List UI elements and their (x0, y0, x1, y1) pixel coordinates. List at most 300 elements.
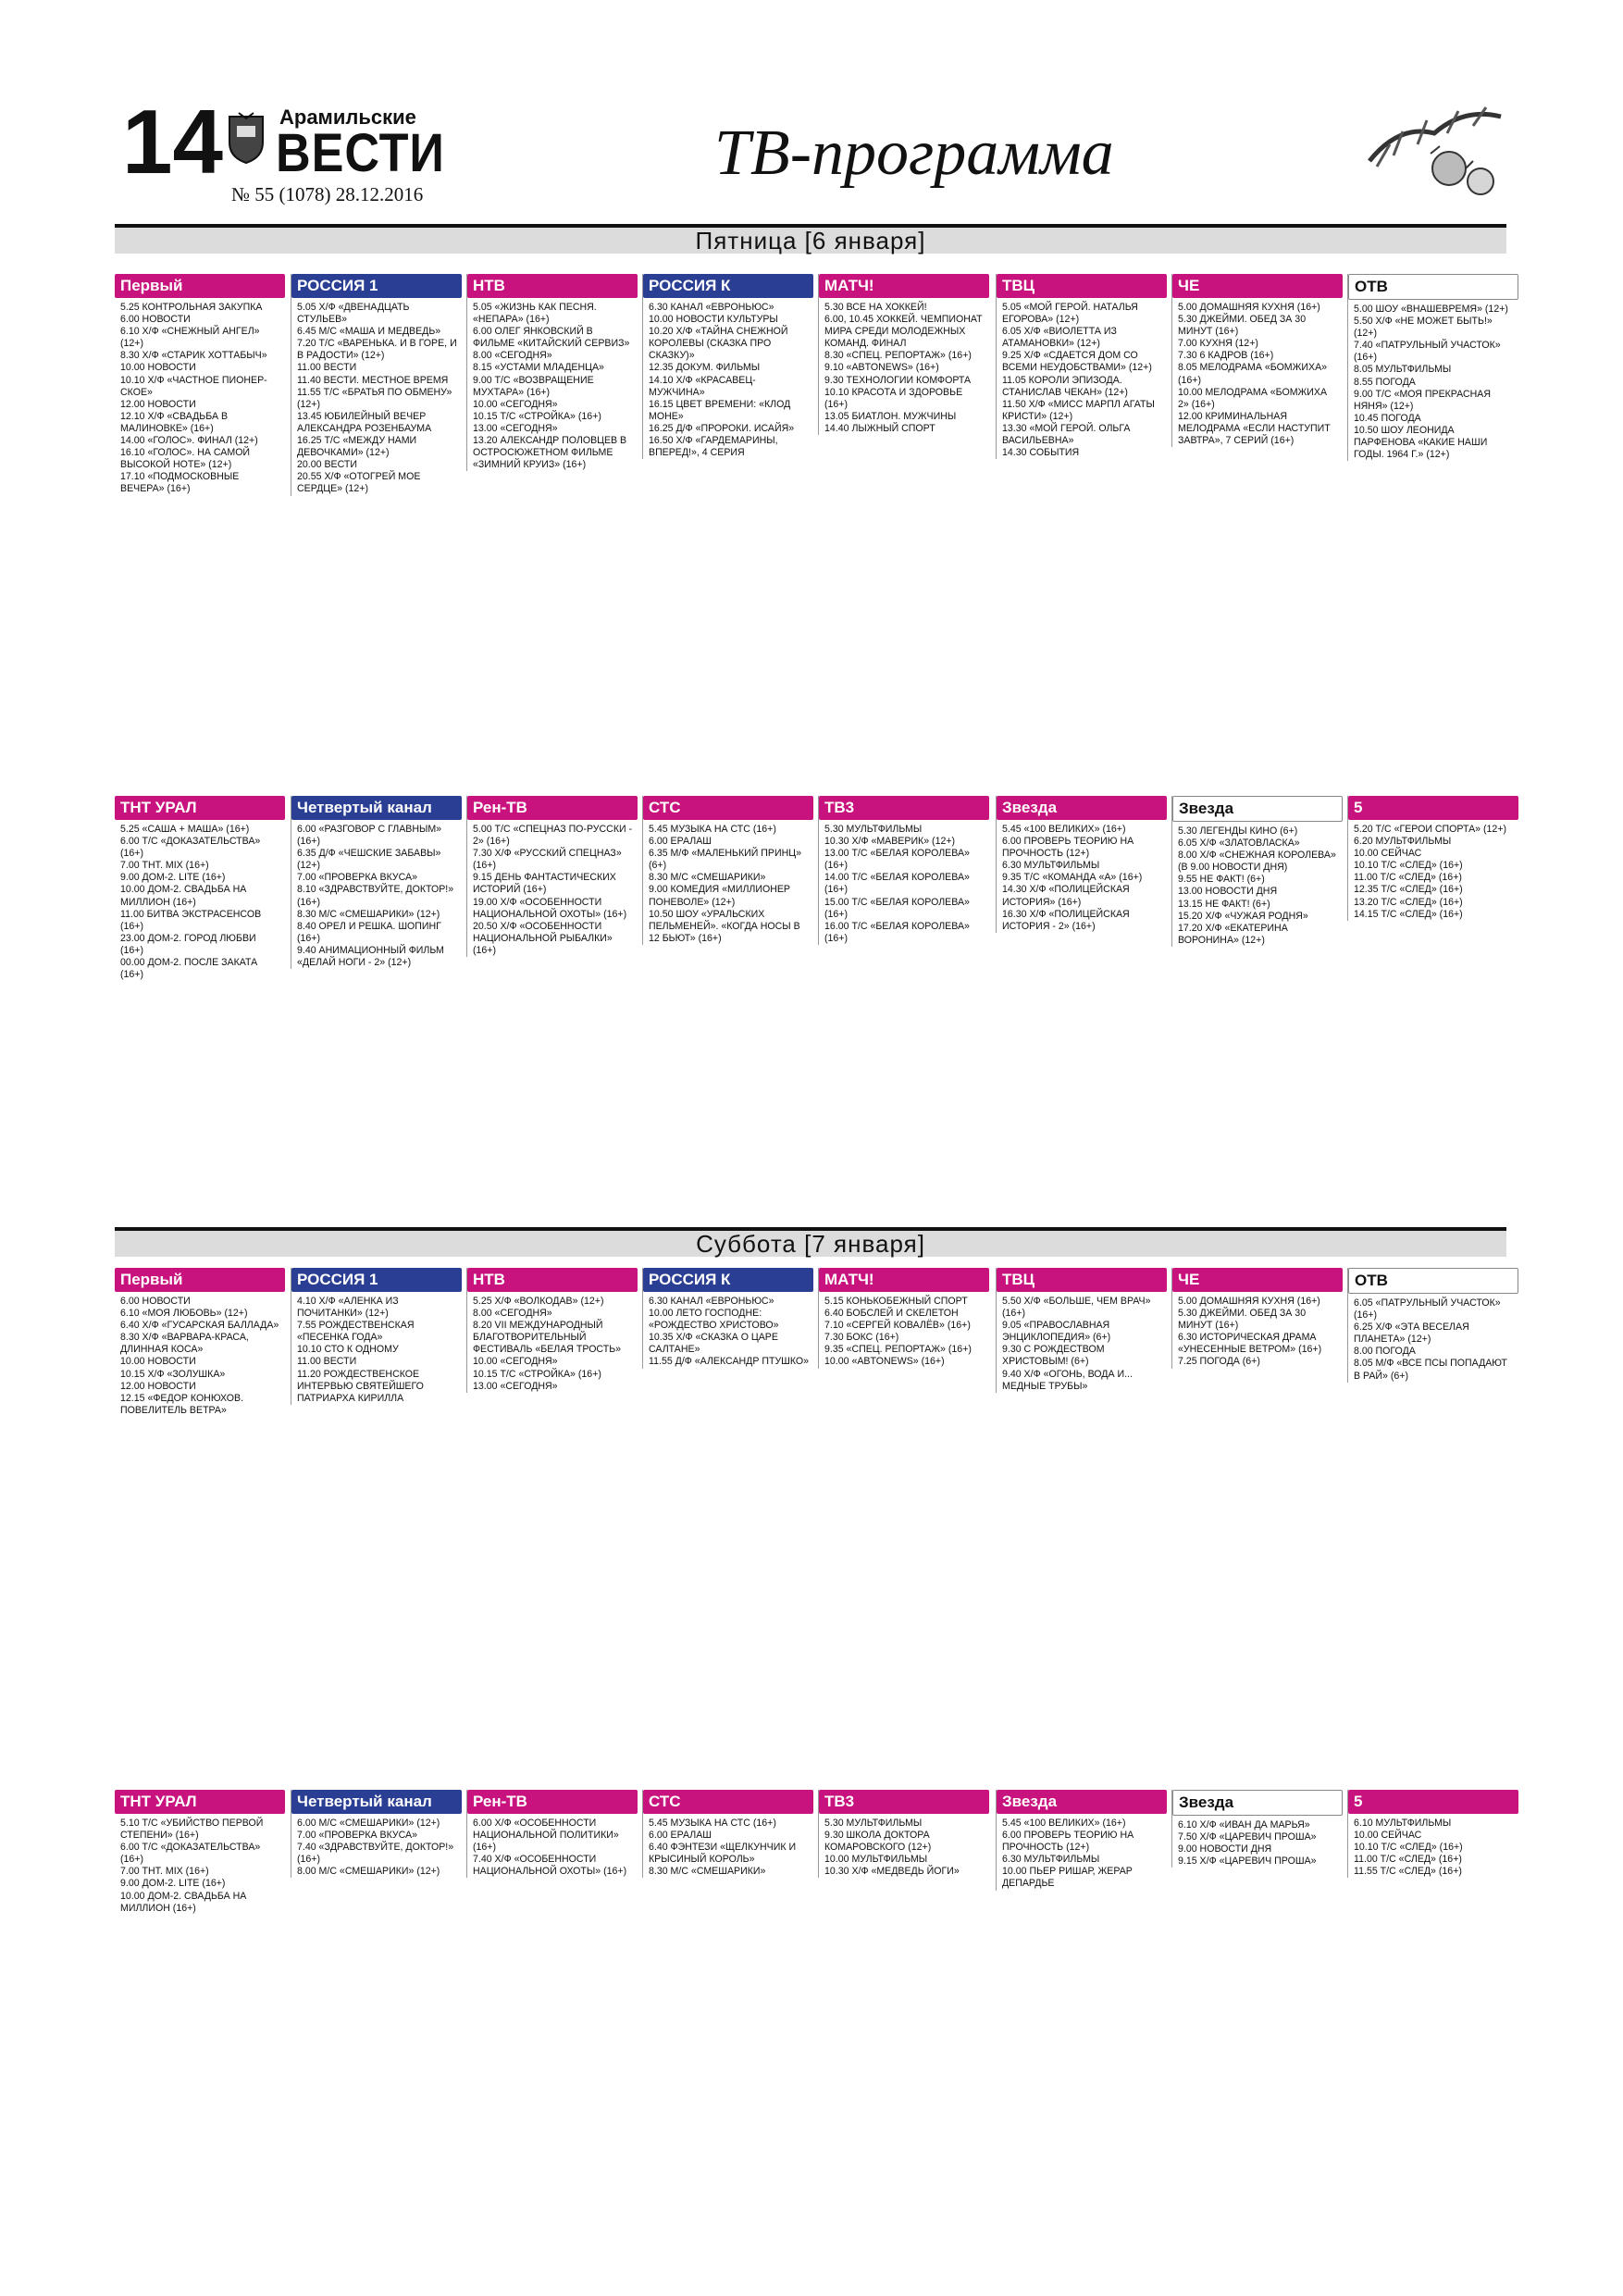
friday-block-1 (115, 274, 1506, 792)
channel-logo: СТС (643, 1790, 813, 1814)
program-item: 7.30 Х/Ф «РУССКИЙ СПЕЦНАЗ» (16+) (473, 848, 622, 872)
channel-logo: Первый (115, 274, 285, 298)
program-item: 12.00 НОВОСТИ (120, 1380, 196, 1392)
program-item: 8.30 М/С «СМЕШАРИКИ» (12+) (297, 908, 440, 920)
program-item: 5.05 «ЖИЗНЬ КАК ПЕСНЯ. «НЕПАРА» (16+) (473, 302, 597, 326)
program-item: 6.00 «РАЗГОВОР С ГЛАВНЫМ» (16+) (297, 824, 442, 848)
program-item: 6.20 МУЛЬТФИЛЬМЫ (1354, 836, 1452, 848)
channel-column (642, 1790, 813, 1878)
program-item: 6.10 Х/Ф «ИВАН ДА МАРЬЯ» (1178, 1819, 1310, 1831)
program-item: 8.30 «СПЕЦ. РЕПОРТАЖ» (16+) (824, 350, 972, 362)
program-item: 6.05 «ПАТРУЛЬНЫЙ УЧАСТОК» (16+) (1354, 1297, 1501, 1322)
program-item: 17.20 Х/Ф «ЕКАТЕРИНА ВОРОНИНА» (12+) (1178, 922, 1288, 946)
program-item: 5.05 «МОЙ ГЕРОЙ. НАТАЛЬЯ ЕГОРОВА» (12+) (1002, 302, 1138, 326)
program-item: 8.15 «УСТАМИ МЛАДЕНЦА» (473, 362, 604, 374)
program-item: 9.55 НЕ ФАКТ! (6+) (1178, 874, 1265, 886)
program-item: 13.15 НЕ ФАКТ! (6+) (1178, 898, 1270, 910)
program-list (1348, 1818, 1518, 1878)
program-item: 12.00 КРИМИНАЛЬНАЯ МЕЛОДРАМА «ЕСЛИ НАСТУПИТ ЗАВТРА», 7 СЕРИЙ (16+) (1178, 410, 1331, 447)
channel-logo: Четвертый канал (291, 1790, 462, 1814)
program-list (997, 1818, 1167, 1891)
program-item: 17.10 «ПОДМОСКОВНЫЕ ВЕЧЕРА» (16+) (120, 471, 240, 495)
program-item: 9.30 ТЕХНОЛОГИИ КОМФОРТА (824, 374, 972, 386)
program-item: 6.40 Х/Ф «ГУСАРСКАЯ БАЛЛАДА» (120, 1320, 279, 1332)
program-item: 8.05 МУЛЬТФИЛЬМЫ (1354, 364, 1452, 376)
program-item: 6.30 ИСТОРИЧЕСКАЯ ДРАМА «УНЕСЕННЫЕ ВЕТРОМ» (16+) (1178, 1332, 1322, 1356)
program-item: 9.40 Х/Ф «ОГОНЬ, ВОДА И... МЕДНЫЕ ТРУБЫ» (1002, 1368, 1133, 1392)
program-item: 9.00 КОМЕДИЯ «МИЛЛИОНЕР ПОНЕВОЛЕ» (12+) (649, 884, 790, 908)
program-item: 13.45 ЮБИЛЕЙНЫЙ ВЕЧЕР АЛЕКСАНДРА РОЗЕНБАУМА (297, 410, 432, 434)
program-list (643, 302, 813, 459)
page-number: 14 (122, 91, 224, 192)
program-item: 7.00 «ПРОВЕРКА ВКУСА» (297, 872, 417, 884)
program-item: 6.35 Д/Ф «ЧЕШСКИЕ ЗАБАВЫ» (12+) (297, 848, 441, 872)
channel-column (1171, 1268, 1343, 1369)
program-item: 8.30 Х/Ф «ВАРВАРА-КРАСА, ДЛИННАЯ КОСА» (120, 1332, 249, 1356)
program-item: 10.15 Т/С «СТРОЙКА» (16+) (473, 410, 601, 422)
channel-logo: Четвертый канал (291, 796, 462, 820)
program-list (1172, 1819, 1343, 1868)
program-list (467, 302, 638, 471)
program-item: 10.00 ЛЕТО ГОСПОДНЕ: «РОЖДЕСТВО ХРИСТОВО» (649, 1308, 779, 1332)
program-item: 14.00 «ГОЛОС». ФИНАЛ (12+) (120, 435, 258, 447)
program-item: 7.10 «СЕРГЕЙ КОВАЛЁВ» (16+) (824, 1320, 971, 1332)
program-item: 7.25 ПОГОДА (6+) (1178, 1356, 1260, 1368)
day-bar-friday (115, 224, 1506, 254)
channel-logo: СТС (643, 796, 813, 820)
program-item: 8.05 М/Ф «ВСЕ ПСЫ ПОПАДАЮТ В РАЙ» (6+) (1354, 1358, 1507, 1382)
program-item: 16.25 Д/Ф «ПРОРОКИ. ИСАЙЯ» (649, 422, 795, 434)
program-item: 5.30 ЛЕГЕНДЫ КИНО (6+) (1178, 825, 1298, 837)
channel-logo: ЧЕ (1172, 1268, 1343, 1292)
program-list (467, 1818, 638, 1878)
program-item: 7.00 КУХНЯ (12+) (1178, 338, 1258, 350)
program-item: 6.10 Х/Ф «СНЕЖНЫЙ АНГЕЛ» (12+) (120, 326, 260, 350)
program-item: 11.00 ВЕСТИ (297, 362, 357, 374)
program-list (997, 302, 1167, 459)
channel-logo: ЧЕ (1172, 274, 1343, 298)
channel-logo: МАТЧ! (819, 1268, 989, 1292)
program-list (643, 1296, 813, 1369)
channel-column (818, 274, 989, 435)
program-item: 9.00 Т/С «ВОЗВРАЩЕНИЕ МУХТАРА» (16+) (473, 374, 594, 398)
channel-logo: ТВЦ (997, 1268, 1167, 1292)
coat-of-arms-icon (226, 111, 266, 165)
program-item: 5.25 КОНТРОЛЬНАЯ ЗАКУПКА (120, 302, 263, 313)
channel-column (291, 1790, 462, 1878)
channel-column (1171, 796, 1343, 947)
program-item: 8.40 ОРЕЛ И РЕШКА. ШОПИНГ (16+) (297, 920, 441, 944)
program-item: 10.00 «СЕГОДНЯ» (473, 1356, 558, 1368)
program-item: 6.00 ОЛЕГ ЯНКОВСКИЙ В ФИЛЬМЕ «КИТАЙСКИЙ СЕРВИЗ» (473, 326, 630, 350)
christmas-decoration-icon (1362, 96, 1506, 204)
channel-logo: ТНТ УРАЛ (115, 796, 285, 820)
channel-column (1171, 1790, 1343, 1868)
program-item: 6.00 Х/Ф «ОСОБЕННОСТИ НАЦИОНАЛЬНОЙ ПОЛИТИКИ» (16+) (473, 1818, 619, 1854)
program-item: 20.50 Х/Ф «ОСОБЕННОСТИ НАЦИОНАЛЬНОЙ РЫБАЛКИ» (16+) (473, 920, 613, 956)
program-item: 6.00 М/С «СМЕШАРИКИ» (12+) (297, 1818, 440, 1829)
newspaper-logo (226, 105, 457, 183)
program-list (115, 824, 285, 981)
program-item: 5.45 МУЗЫКА НА СТС (16+) (649, 1818, 776, 1829)
program-item: 10.00 ПЬЕР РИШАР, ЖЕРАР ДЕПАРДЬЕ (1002, 1866, 1133, 1890)
program-item: 10.20 Х/Ф «ТАЙНА СНЕЖНОЙ КОРОЛЕВЫ (СКАЗКА ПРО СКАЗКУ)» (649, 326, 788, 362)
program-item: 11.20 РОЖДЕСТВЕНСКОЕ ИНТЕРВЬЮ СВЯТЕЙШЕГО ПАТРИАРХА КИРИЛЛА (297, 1368, 424, 1404)
program-item: 9.35 «СПЕЦ. РЕПОРТАЖ» (16+) (824, 1344, 972, 1356)
day-title: Пятница [6 января] (695, 227, 926, 254)
program-item: 7.40 «ЗДРАВСТВУЙТЕ, ДОКТОР!» (16+) (297, 1842, 454, 1866)
program-item: 12.10 Х/Ф «СВАДЬБА В МАЛИНОВКЕ» (16+) (120, 410, 229, 434)
program-item: 6.00 ПРОВЕРЬ ТЕОРИЮ НА ПРОЧНОСТЬ (12+) (1002, 1830, 1134, 1854)
channel-column (996, 274, 1167, 459)
program-item: 14.10 Х/Ф «КРАСАВЕЦ-МУЖЧИНА» (649, 374, 756, 398)
program-item: 8.30 М/С «СМЕШАРИКИ» (649, 1866, 766, 1878)
program-item: 13.00 «СЕГОДНЯ» (473, 422, 558, 434)
channel-logo: ОТВ (1348, 274, 1518, 300)
program-list (115, 1818, 285, 1915)
program-item: 5.05 Х/Ф «ДВЕНАДЦАТЬ СТУЛЬЕВ» (297, 302, 410, 326)
program-item: 9.00 ДОМ-2. LITE (16+) (120, 1878, 226, 1890)
channel-column (996, 1268, 1167, 1393)
program-item: 5.45 «100 ВЕЛИКИХ» (16+) (1002, 1818, 1126, 1829)
program-item: 6.25 Х/Ф «ЭТА ВЕСЕЛАЯ ПЛАНЕТА» (12+) (1354, 1322, 1469, 1346)
channel-logo: Звезда (997, 1790, 1167, 1814)
channel-column (291, 1268, 462, 1405)
program-item: 13.20 АЛЕКСАНДР ПОЛОВЦЕВ В ОСТРОСЮЖЕТНОМ ФИЛЬМЕ «ЗИМНИЙ КРУИЗ» (16+) (473, 435, 627, 471)
program-item: 8.20 VII МЕЖДУНАРОДНЫЙ БЛАГОТВОРИТЕЛЬНЫЙ ФЕСТИВАЛЬ «БЕЛАЯ ТРОСТЬ» (473, 1320, 622, 1356)
program-list (819, 1296, 989, 1369)
program-item: 8.00 ПОГОДА (1354, 1346, 1416, 1358)
program-item: 10.45 ПОГОДА (1354, 412, 1421, 424)
channel-column (115, 274, 285, 496)
program-list (467, 824, 638, 957)
channel-logo: ТВ3 (819, 1790, 989, 1814)
channel-column (1347, 1268, 1518, 1383)
program-item: 9.30 ШКОЛА ДОКТОРА КОМАРОВСКОГО (12+) (824, 1830, 932, 1854)
channel-column (466, 1790, 638, 1878)
program-list (997, 1296, 1167, 1393)
program-item: 10.15 Т/С «СТРОЙКА» (16+) (473, 1368, 601, 1380)
program-item: 23.00 ДОМ-2. ГОРОД ЛЮБВИ (16+) (120, 932, 256, 956)
page-header (122, 91, 1506, 213)
program-item: 5.30 МУЛЬТФИЛЬМЫ (824, 824, 923, 835)
channel-column (818, 1268, 989, 1369)
program-item: 14.00 Т/С «БЕЛАЯ КОРОЛЕВА» (16+) (824, 872, 970, 896)
program-item: 5.25 «САША + МАША» (16+) (120, 824, 250, 835)
saturday-block-2 (115, 1790, 1506, 2280)
program-item: 8.05 МЕЛОДРАМА «БОМЖИХА» (16+) (1178, 362, 1328, 386)
program-item: 8.55 ПОГОДА (1354, 376, 1416, 388)
program-item: 5.00 ДОМАШНЯЯ КУХНЯ (16+) (1178, 1296, 1320, 1307)
channel-logo: НТВ (467, 1268, 638, 1292)
program-item: 6.00 НОВОСТИ (120, 1296, 191, 1307)
program-item: 10.15 Х/Ф «ЗОЛУШКА» (120, 1368, 226, 1380)
program-item: 10.00 СЕЙЧАС (1354, 1830, 1422, 1842)
program-item: 6.40 ФЭНТЕЗИ «ЩЕЛКУНЧИК И КРЫСИНЫЙ КОРОЛЬ» (649, 1842, 797, 1866)
program-item: 8.00 Х/Ф «СНЕЖНАЯ КОРОЛЕВА» (В 9.00 НОВОСТИ ДНЯ) (1178, 850, 1336, 874)
program-item: 8.00 «СЕГОДНЯ» (473, 350, 552, 362)
program-list (643, 1818, 813, 1878)
program-item: 5.00 Т/С «СПЕЦНАЗ ПО-РУССКИ - 2» (16+) (473, 824, 633, 848)
channel-logo: Рен-ТВ (467, 796, 638, 820)
program-item: 20.55 Х/Ф «ОТОГРЕЙ МОЕ СЕРДЦЕ» (12+) (297, 471, 421, 495)
program-item: 10.00 НОВОСТИ (120, 362, 196, 374)
program-item: 9.30 С РОЖДЕСТВОМ ХРИСТОВЫМ! (6+) (1002, 1344, 1105, 1368)
program-item: 11.55 Д/Ф «АЛЕКСАНДР ПТУШКО» (649, 1356, 810, 1368)
channel-logo: МАТЧ! (819, 274, 989, 298)
channel-logo: ТВЦ (997, 274, 1167, 298)
program-item: 11.40 ВЕСТИ. МЕСТНОЕ ВРЕМЯ (297, 374, 449, 386)
program-item: 9.35 Т/С «КОМАНДА «А» (16+) (1002, 872, 1143, 884)
program-item: 16.50 Х/Ф «ГАРДЕМАРИНЫ, ВПЕРЕД!», 4 СЕРИЯ (649, 435, 778, 459)
program-item: 6.10 «МОЯ ЛЮБОВЬ» (12+) (120, 1308, 248, 1320)
channel-column (642, 1268, 813, 1369)
program-item: 5.10 Т/С «УБИЙСТВО ПЕРВОЙ СТЕПЕНИ» (16+) (120, 1818, 264, 1842)
program-list (291, 302, 462, 496)
program-item: 5.25 Х/Ф «ВОЛКОДАВ» (12+) (473, 1296, 604, 1307)
program-list (291, 824, 462, 969)
program-item: 7.00 ТНТ. MIX (16+) (120, 860, 209, 872)
channel-logo: ТВ3 (819, 796, 989, 820)
program-item: 5.00 ДОМАШНЯЯ КУХНЯ (16+) (1178, 302, 1320, 313)
program-item: 4.10 Х/Ф «АЛЕНКА ИЗ ПОЧИТАНКИ» (12+) (297, 1296, 399, 1320)
channel-column (642, 274, 813, 459)
program-item: 10.10 СТО К ОДНОМУ (297, 1344, 399, 1356)
program-list (819, 302, 989, 435)
program-item: 14.40 ЛЫЖНЫЙ СПОРТ (824, 422, 935, 434)
section-title: ТВ-программа (714, 118, 1114, 189)
program-item: 5.20 Т/С «ГЕРОИ СПОРТА» (12+) (1354, 824, 1507, 835)
program-item: 9.00 Т/С «МОЯ ПРЕКРАСНАЯ НЯНЯ» (12+) (1354, 388, 1492, 412)
channel-column (1347, 1790, 1518, 1878)
program-item: 00.00 ДОМ-2. ПОСЛЕ ЗАКАТА (16+) (120, 957, 258, 981)
program-item: 13.30 «МОЙ ГЕРОЙ. ОЛЬГА ВАСИЛЬЕВНА» (1002, 422, 1131, 447)
program-item: 7.50 Х/Ф «ЦАРЕВИЧ ПРОША» (1178, 1831, 1317, 1843)
program-item: 11.00 БИТВА ЭКСТРАСЕНСОВ (16+) (120, 908, 262, 932)
program-item: 14.30 СОБЫТИЯ (1002, 447, 1080, 459)
program-item: 6.00, 10.45 ХОККЕЙ. ЧЕМПИОНАТ МИРА СРЕДИ МОЛОДЕЖНЫХ КОМАНД. ФИНАЛ (824, 314, 983, 350)
program-list (997, 824, 1167, 933)
channel-column (818, 1790, 989, 1878)
program-item: 6.00 ЕРАЛАШ (649, 836, 712, 848)
program-item: 7.30 6 КАДРОВ (16+) (1178, 350, 1274, 362)
program-item: 15.20 Х/Ф «ЧУЖАЯ РОДНЯ» (1178, 910, 1308, 922)
program-item: 8.10 «ЗДРАВСТВУЙТЕ, ДОКТОР!» (16+) (297, 884, 454, 908)
program-item: 12.35 ДОКУМ. ФИЛЬМЫ (649, 362, 761, 374)
program-item: 7.20 Т/С «ВАРЕНЬКА. И В ГОРЕ, И В РАДОСТИ» (12+) (297, 338, 457, 362)
program-item: 6.30 КАНАЛ «ЕВРОНЬЮС» (649, 302, 774, 313)
program-list (467, 1296, 638, 1393)
program-item: 7.55 РОЖДЕСТВЕНСКАЯ «ПЕСЕНКА ГОДА» (297, 1320, 415, 1344)
program-item: 5.30 ВСЕ НА ХОККЕЙ! (824, 302, 927, 313)
program-item: 7.00 «ПРОВЕРКА ВКУСА» (297, 1830, 417, 1842)
program-item: 5.45 «100 ВЕЛИКИХ» (16+) (1002, 824, 1126, 835)
program-item: 11.55 Т/С «БРАТЬЯ ПО ОБМЕНУ» (12+) (297, 386, 452, 410)
day-bar-saturday (115, 1227, 1506, 1257)
program-item: 6.30 МУЛЬТФИЛЬМЫ (1002, 1854, 1100, 1866)
program-item: 9.05 «ПРАВОСЛАВНАЯ ЭНЦИКЛОПЕДИЯ» (6+) (1002, 1320, 1111, 1344)
program-item: 20.00 ВЕСТИ (297, 459, 357, 471)
program-item: 6.00 ПРОВЕРЬ ТЕОРИЮ НА ПРОЧНОСТЬ (12+) (1002, 836, 1134, 860)
program-item: 9.25 Х/Ф «СДАЕТСЯ ДОМ СО ВСЕМИ НЕУДОБСТВАМИ» (12+) (1002, 350, 1152, 374)
program-item: 6.00 Т/С «ДОКАЗАТЕЛЬСТВА» (16+) (120, 1842, 261, 1866)
channel-column (466, 274, 638, 471)
program-item: 9.00 ДОМ-2. LITE (16+) (120, 872, 226, 884)
channel-column (1347, 274, 1518, 461)
program-item: 16.25 Т/С «МЕЖДУ НАМИ ДЕВОЧКАМИ» (12+) (297, 435, 417, 459)
channel-column (1347, 796, 1518, 921)
program-item: 9.15 Х/Ф «ЦАРЕВИЧ ПРОША» (1178, 1855, 1317, 1868)
program-item: 15.00 Т/С «БЕЛАЯ КОРОЛЕВА» (16+) (824, 896, 970, 920)
program-item: 5.45 МУЗЫКА НА СТС (16+) (649, 824, 776, 835)
program-item: 10.00 МУЛЬТФИЛЬМЫ (824, 1854, 928, 1866)
program-item: 12.35 Т/С «СЛЕД» (16+) (1354, 884, 1463, 896)
program-list (1348, 304, 1518, 461)
channel-column (818, 796, 989, 945)
program-item: 12.00 НОВОСТИ (120, 398, 196, 410)
channel-column (996, 1790, 1167, 1891)
program-item: 11.00 ВЕСТИ (297, 1356, 357, 1368)
channel-logo: РОССИЯ 1 (291, 274, 462, 298)
issue-info: № 55 (1078) 28.12.2016 (231, 183, 424, 205)
channel-column (115, 1268, 285, 1417)
channel-logo: 5 (1348, 1790, 1518, 1814)
program-list (1348, 1297, 1518, 1383)
day-title: Суббота [7 января] (696, 1230, 925, 1258)
program-list (291, 1818, 462, 1878)
program-list (1172, 825, 1343, 947)
program-item: 11.55 Т/С «СЛЕД» (16+) (1354, 1866, 1462, 1878)
program-item: 6.40 БОБСЛЕЙ И СКЕЛЕТОН (824, 1308, 959, 1320)
program-item: 10.10 КРАСОТА И ЗДОРОВЬЕ (16+) (824, 386, 963, 410)
program-item: 5.15 КОНЬКОБЕЖНЫЙ СПОРТ (824, 1296, 968, 1307)
program-item: 7.40 «ПАТРУЛЬНЫЙ УЧАСТОК» (16+) (1354, 340, 1501, 364)
program-item: 10.10 Т/С «СЛЕД» (16+) (1354, 1842, 1463, 1854)
program-item: 6.00 ЕРАЛАШ (649, 1830, 712, 1842)
program-list (1348, 824, 1518, 921)
program-list (819, 824, 989, 945)
program-item: 9.10 «ABTONEWS» (16+) (824, 362, 939, 374)
program-item: 7.00 ТНТ. MIX (16+) (120, 1866, 209, 1878)
program-item: 7.40 Х/Ф «ОСОБЕННОСТИ НАЦИОНАЛЬНОЙ ОХОТЫ» (16+) (473, 1854, 627, 1878)
channel-logo: ОТВ (1348, 1268, 1518, 1294)
program-item: 10.30 Х/Ф «МЕДВЕДЬ ЙОГИ» (824, 1866, 960, 1878)
program-item: 10.30 Х/Ф «МАВЕРИК» (12+) (824, 836, 956, 848)
program-item: 10.50 ШОУ ЛЕОНИДА ПАРФЕНОВА «КАКИЕ НАШИ ГОДЫ. 1964 Г.» (12+) (1354, 424, 1488, 461)
program-item: 13.00 «СЕГОДНЯ» (473, 1380, 558, 1392)
channel-column (466, 1268, 638, 1393)
program-item: 19.00 Х/Ф «ОСОБЕННОСТИ НАЦИОНАЛЬНОЙ ОХОТЫ» (16+) (473, 896, 627, 920)
program-list (1172, 1296, 1343, 1369)
program-list (115, 302, 285, 496)
program-item: 16.00 Т/С «БЕЛАЯ КОРОЛЕВА» (16+) (824, 920, 970, 944)
program-list (1172, 302, 1343, 447)
program-item: 6.30 МУЛЬТФИЛЬМЫ (1002, 860, 1100, 872)
channel-logo: НТВ (467, 274, 638, 298)
program-item: 11.00 Т/С «СЛЕД» (16+) (1354, 1854, 1462, 1866)
program-item: 10.00 НОВОСТИ КУЛЬТУРЫ (649, 314, 778, 326)
program-item: 9.40 АНИМАЦИОННЫЙ ФИЛЬМ «ДЕЛАЙ НОГИ - 2» (12+) (297, 944, 444, 969)
channel-column (291, 796, 462, 969)
program-item: 10.00 МЕЛОДРАМА «БОМЖИХА 2» (16+) (1178, 386, 1328, 410)
program-list (291, 1296, 462, 1405)
program-item: 16.10 «ГОЛОС». НА САМОЙ ВЫСОКОЙ НОТЕ» (12+) (120, 447, 251, 471)
program-item: 10.35 Х/Ф «СКАЗКА О ЦАРЕ САЛТАНЕ» (649, 1332, 778, 1356)
program-item: 13.20 Т/С «СЛЕД» (16+) (1354, 896, 1463, 908)
program-item: 10.10 Т/С «СЛЕД» (16+) (1354, 860, 1463, 872)
program-item: 5.50 Х/Ф «НЕ МОЖЕТ БЫТЬ!» (12+) (1354, 316, 1493, 340)
program-item: 6.00 НОВОСТИ (120, 314, 191, 326)
program-item: 16.30 Х/Ф «ПОЛИЦЕЙСКАЯ ИСТОРИЯ - 2» (16+) (1002, 908, 1130, 932)
channel-column (642, 796, 813, 945)
program-item: 5.30 ДЖЕЙМИ. ОБЕД ЗА 30 МИНУТ (16+) (1178, 1308, 1307, 1332)
channel-logo: РОССИЯ К (643, 1268, 813, 1292)
channel-logo: 5 (1348, 796, 1518, 820)
program-item: 10.00 «ABTONEWS» (16+) (824, 1356, 945, 1368)
program-item: 13.00 НОВОСТИ ДНЯ (1178, 886, 1278, 898)
program-item: 10.00 НОВОСТИ (120, 1356, 196, 1368)
program-item: 8.30 М/С «СМЕШАРИКИ» (649, 872, 766, 884)
program-item: 14.15 Т/С «СЛЕД» (16+) (1354, 908, 1463, 920)
program-list (819, 1818, 989, 1878)
program-item: 16.15 ЦВЕТ ВРЕМЕНИ: «КЛОД МОНЕ» (649, 398, 791, 422)
program-item: 10.00 ДОМ-2. СВАДЬБА НА МИЛЛИОН (16+) (120, 1890, 247, 1914)
program-list (115, 1296, 285, 1417)
saturday-block-1 (115, 1268, 1506, 1786)
program-item: 10.00 СЕЙЧАС (1354, 848, 1422, 860)
program-item: 12.15 «ФЕДОР КОНЮХОВ. ПОВЕЛИТЕЛЬ ВЕТРА» (120, 1392, 244, 1416)
program-item: 5.30 ДЖЕЙМИ. ОБЕД ЗА 30 МИНУТ (16+) (1178, 314, 1307, 338)
program-item: 8.30 Х/Ф «СТАРИК ХОТТАБЫЧ» (120, 350, 267, 362)
program-item: 11.05 КОРОЛИ ЭПИЗОДА. СТАНИСЛАВ ЧЕКАН» (12+) (1002, 374, 1128, 398)
program-item: 6.45 М/С «МАША И МЕДВЕДЬ» (297, 326, 441, 338)
program-item: 6.05 Х/Ф «ЗЛАТОВЛАСКА» (1178, 838, 1300, 850)
channel-column (291, 274, 462, 496)
channel-logo: Звезда (1172, 1790, 1343, 1816)
channel-column (996, 796, 1167, 933)
channel-column (115, 796, 285, 981)
channel-column (115, 1790, 285, 1915)
channel-logo: Первый (115, 1268, 285, 1292)
logo-name-small: Арамильские (279, 105, 416, 129)
program-item: 14.30 Х/Ф «ПОЛИЦЕЙСКАЯ ИСТОРИЯ» (16+) (1002, 884, 1130, 908)
program-item: 7.30 БОКС (16+) (824, 1332, 899, 1344)
program-item: 6.00 Т/С «ДОКАЗАТЕЛЬСТВА» (16+) (120, 836, 261, 860)
program-item: 10.50 ШОУ «УРАЛЬСКИХ ПЕЛЬМЕНЕЙ». «КОГДА НОСЫ В 12 БЬЮТ» (16+) (649, 908, 800, 944)
program-item: 8.00 М/С «СМЕШАРИКИ» (12+) (297, 1866, 440, 1878)
channel-logo: ТНТ УРАЛ (115, 1790, 285, 1814)
channel-logo: Звезда (1172, 796, 1343, 822)
program-item: 10.00 ДОМ-2. СВАДЬБА НА МИЛЛИОН (16+) (120, 884, 247, 908)
program-item: 11.00 Т/С «СЛЕД» (16+) (1354, 872, 1462, 884)
program-item: 6.35 М/Ф «МАЛЕНЬКИЙ ПРИНЦ» (6+) (649, 848, 801, 872)
channel-logo: Рен-ТВ (467, 1790, 638, 1814)
program-item: 8.00 «СЕГОДНЯ» (473, 1308, 552, 1320)
program-item: 10.00 «СЕГОДНЯ» (473, 398, 558, 410)
program-item: 5.30 МУЛЬТФИЛЬМЫ (824, 1818, 923, 1829)
program-list (643, 824, 813, 945)
program-item: 5.00 ШОУ «ВНАШЕВРЕМЯ» (12+) (1354, 304, 1508, 315)
program-item: 5.50 Х/Ф «БОЛЬШЕ, ЧЕМ ВРАЧ» (16+) (1002, 1296, 1151, 1320)
program-item: 13.00 Т/С «БЕЛАЯ КОРОЛЕВА» (16+) (824, 848, 970, 872)
channel-column (1171, 274, 1343, 447)
program-item: 6.05 Х/Ф «ВИОЛЕТТА ИЗ АТАМАНОВКИ» (12+) (1002, 326, 1117, 350)
program-item: 9.00 НОВОСТИ ДНЯ (1178, 1843, 1272, 1855)
logo-name-big: ВЕСТИ (276, 123, 445, 183)
channel-column (466, 796, 638, 957)
program-item: 11.50 Х/Ф «МИСС МАРПЛ АГАТЫ КРИСТИ» (12+) (1002, 398, 1155, 422)
program-item: 9.15 ДЕНЬ ФАНТАСТИЧЕСКИХ ИСТОРИЙ (16+) (473, 872, 616, 896)
